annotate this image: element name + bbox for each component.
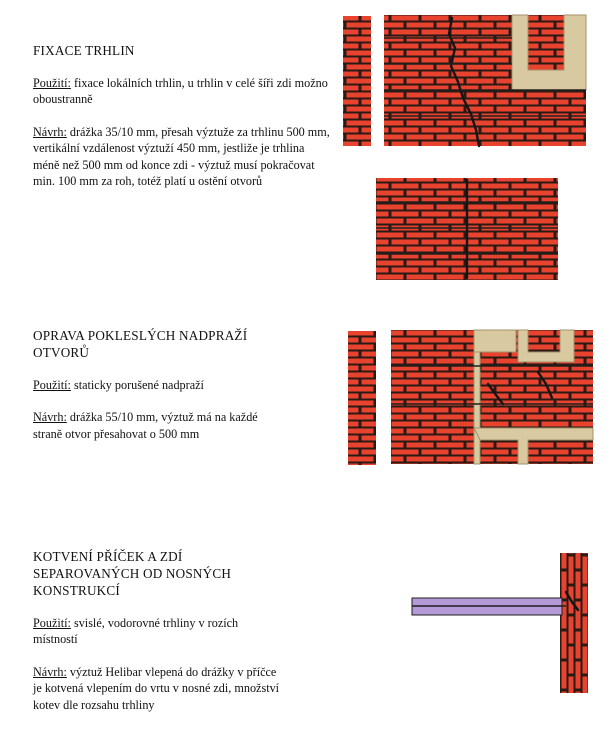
usage-label: Použití: — [33, 76, 71, 90]
usage-label: Použití: — [33, 616, 71, 630]
figure-crack-fixation-plan — [376, 178, 558, 280]
design-label: Návrh: — [33, 664, 67, 679]
design-label: Návrh: — [33, 410, 67, 425]
figure-wall-anchoring — [412, 553, 588, 693]
figure-lintel-repair — [348, 330, 593, 465]
load-bearing-wall — [560, 553, 588, 693]
design-text: drážka 55/10 mm, výztuž má na každé straně otvor přesahovat o 500 mm — [33, 410, 258, 441]
design-label: Návrh: — [33, 124, 67, 139]
usage-label: Použití: — [33, 378, 71, 392]
usage-text: staticky porušené nadpraží — [73, 378, 204, 392]
usage-text: svislé, vodorovné trhliny v rozích místností — [33, 616, 239, 647]
figure-crack-fixation-elevation — [343, 15, 586, 146]
design-text: výztuž Helibar vlepená do drážky v příčce je kotvená vlepením do vrtu v nosné zdi, množství kotev dle rozsahu trhliny — [33, 664, 280, 712]
wall-section-column — [343, 16, 371, 146]
wall-section-column — [348, 331, 376, 465]
section-title: OPRAVA POKLESLÝCH NADPRAŽÍ OTVORŮ — [33, 328, 248, 360]
usage-text: fixace lokálních trhlin, u trhlin v celé šíři zdi možno oboustranně — [33, 76, 328, 107]
section-title: FIXACE TRHLIN — [33, 43, 135, 58]
section-title: KOTVENÍ PŘÍČEK A ZDÍ SEPAROVANÝCH OD NOSNÝCH KONSTRUKCÍ — [33, 549, 232, 598]
design-text: drážka 35/10 mm, přesah výztuže za trhlinu 500 mm, vertikální vzdálenost výztuží 450 mm, jestliže je trhlina méně než 500 mm od konce zdi - výztuž musí pokračovat min. 100 mm za roh, totéž platí u ostění otvorů — [33, 124, 330, 189]
